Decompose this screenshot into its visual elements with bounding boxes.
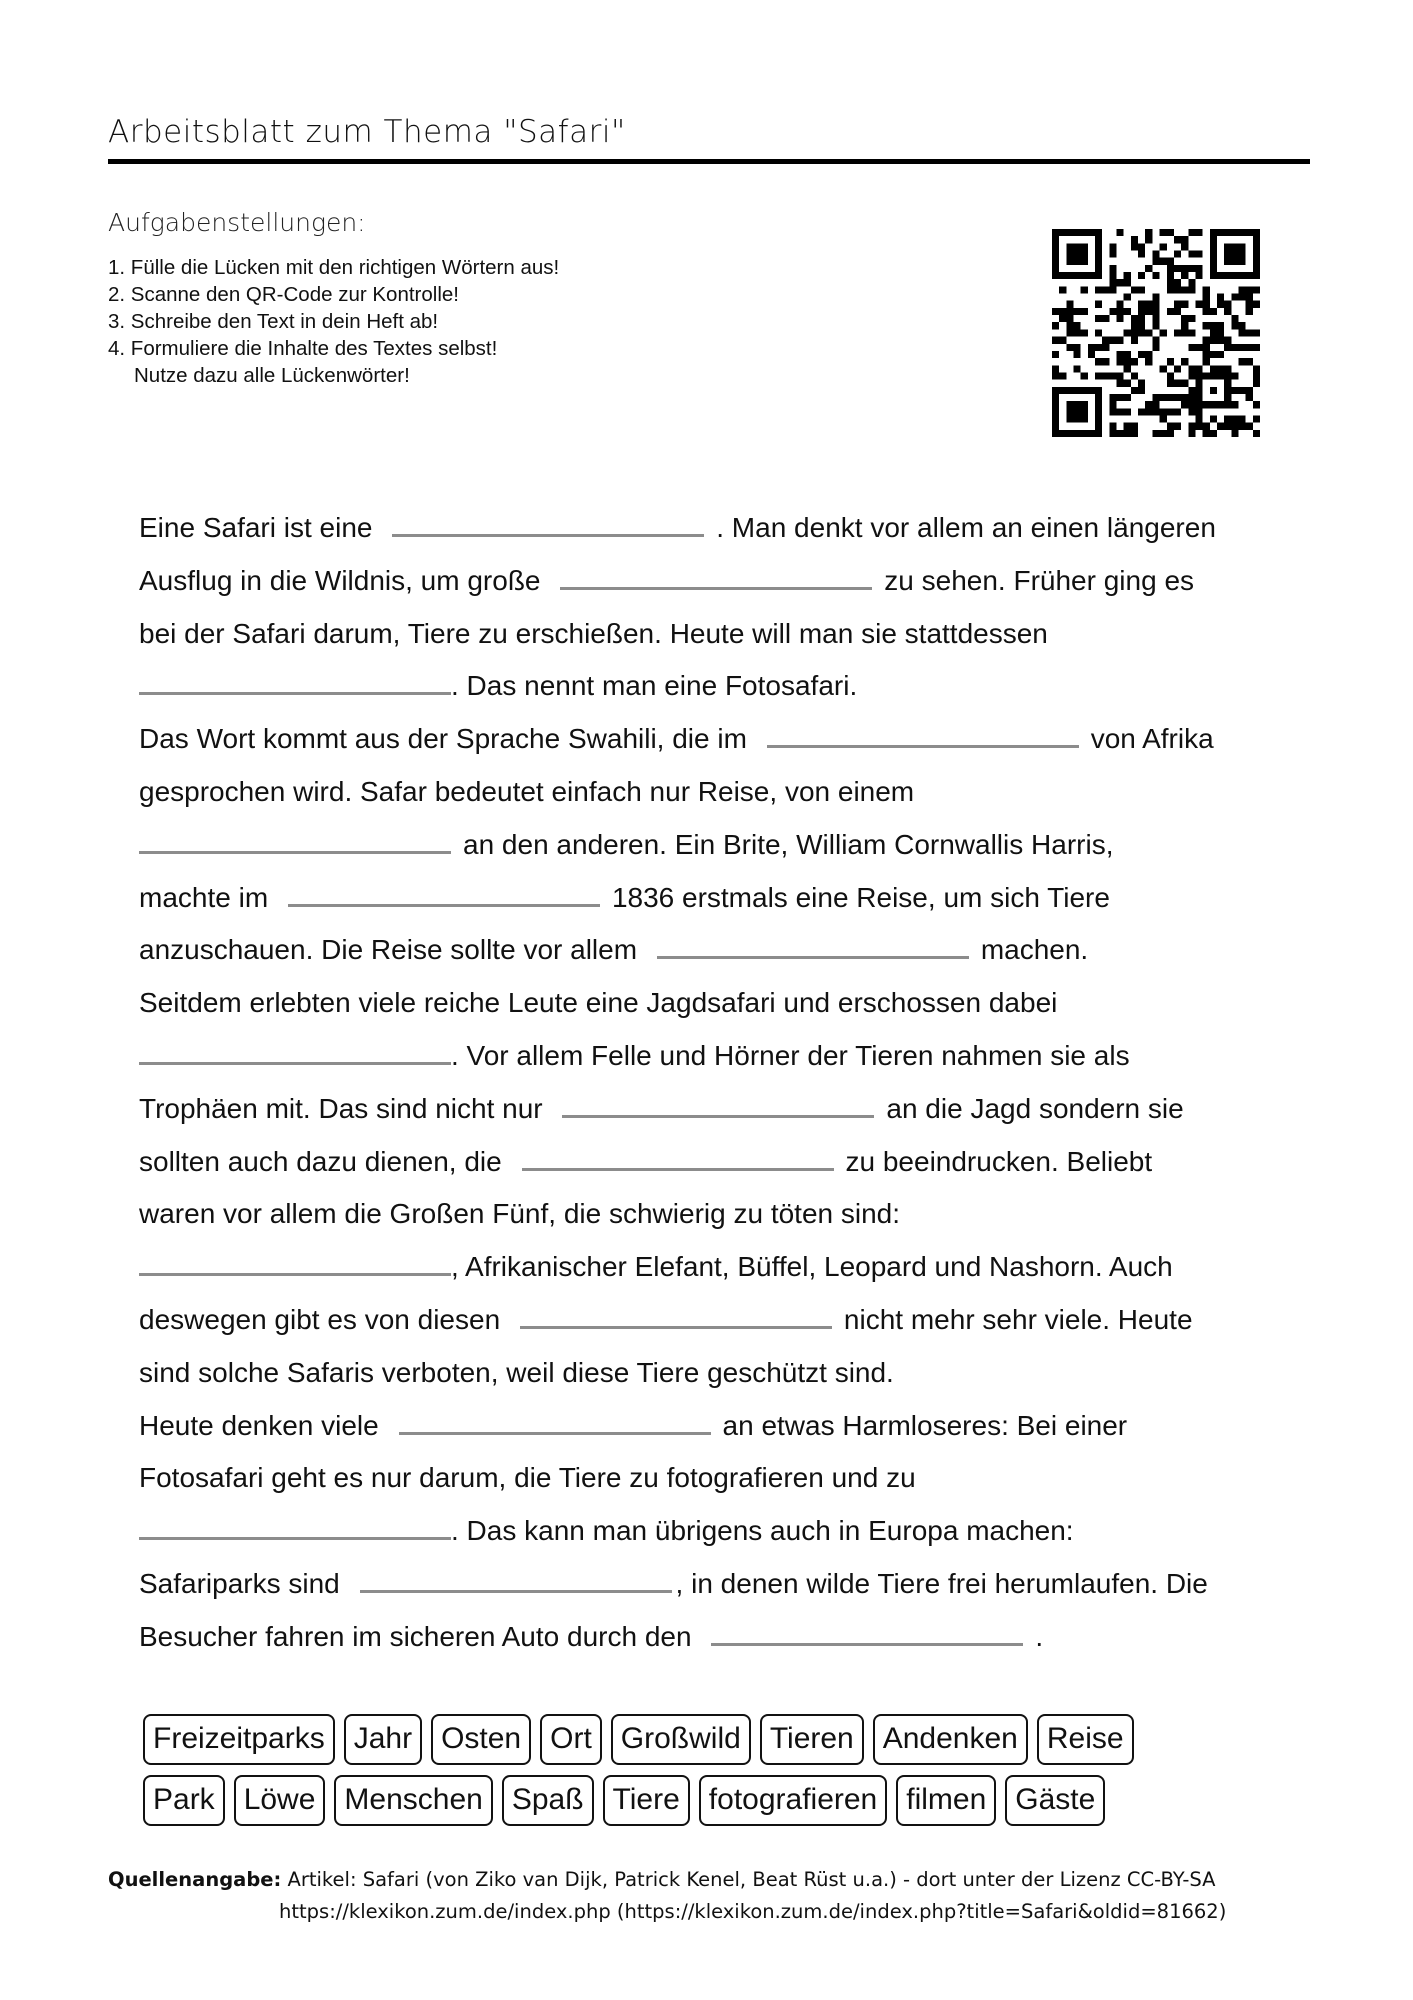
text-segment: bei der Safari darum, Tiere zu erschießen. Heute will man sie stattdessen — [139, 617, 1048, 649]
text-segment: Heute denken viele — [139, 1409, 387, 1441]
text-line — [139, 1188, 1289, 1241]
task-item: 3. Schreibe den Text in dein Heft ab! — [108, 310, 439, 333]
text-segment: zu sehen. Früher ging es — [884, 564, 1195, 596]
text-segment: . Man denkt vor allem an einen längeren — [716, 512, 1216, 543]
word-chip[interactable]: Ort — [540, 1714, 602, 1765]
text-segment: an die Jagd sondern sie — [886, 1092, 1184, 1124]
blank-field[interactable] — [767, 723, 1079, 748]
text-line — [139, 1136, 1289, 1189]
source-citation — [108, 1864, 1226, 1928]
text-line — [139, 1030, 1289, 1083]
text-line — [139, 1083, 1289, 1136]
text-segment: . Das nennt man eine Fotosafari. — [451, 670, 858, 702]
blank-field[interactable] — [399, 1410, 711, 1435]
word-chip[interactable]: Tiere — [603, 1775, 690, 1826]
word-chip[interactable]: filmen — [896, 1775, 996, 1826]
text-segment: . Das kann man übrigens auch in Europa machen: — [451, 1515, 1074, 1547]
text-line — [139, 1294, 1289, 1347]
word-chip[interactable]: Jahr — [344, 1714, 422, 1765]
page-title: Arbeitsblatt zum Thema "Safari" — [108, 114, 626, 150]
task-item: 4. Formuliere die Inhalte des Textes selbst! — [108, 337, 498, 360]
text-segment: machte im — [139, 881, 276, 913]
text-segment: , in denen wilde Tiere frei herumlaufen. Die — [675, 1567, 1208, 1599]
text-line — [139, 766, 1289, 819]
blank-field[interactable] — [522, 1146, 834, 1171]
word-chip[interactable]: Freizeitparks — [143, 1714, 335, 1765]
text-segment: gesprochen wird. Safar bedeutet einfach nur Reise, von einem — [139, 775, 915, 807]
title-divider — [108, 159, 1310, 164]
text-segment: Ausflug in die Wildnis, um große — [139, 564, 549, 596]
text-line — [139, 1400, 1289, 1453]
text-line — [139, 1347, 1289, 1400]
text-segment: Seitdem erlebten viele reiche Leute eine Jagdsafari und erschossen dabei — [139, 987, 1058, 1019]
text-line — [139, 1611, 1289, 1664]
word-chip[interactable]: Reise — [1037, 1714, 1134, 1765]
text-line — [139, 713, 1289, 766]
text-segment: anzuschauen. Die Reise sollte vor allem — [139, 934, 645, 966]
text-line — [139, 977, 1289, 1030]
text-line — [139, 502, 1289, 555]
text-line — [139, 660, 1289, 713]
word-chip[interactable]: Großwild — [611, 1714, 751, 1765]
text-segment: deswegen gibt es von diesen — [139, 1303, 508, 1335]
word-chip[interactable]: Löwe — [234, 1775, 326, 1826]
text-segment: an etwas Harmloseres: Bei einer — [722, 1409, 1128, 1441]
word-chip[interactable]: Spaß — [502, 1775, 594, 1826]
word-chip[interactable]: Menschen — [334, 1775, 492, 1826]
blank-field[interactable] — [562, 1093, 874, 1118]
text-segment: Fotosafari geht es nur darum, die Tiere zu fotografieren und zu — [139, 1462, 916, 1494]
text-segment: machen. — [980, 934, 1089, 966]
text-segment: von Afrika — [1090, 723, 1214, 755]
source-label: Quellenangabe: — [108, 1868, 282, 1891]
word-chip[interactable]: Gäste — [1005, 1775, 1105, 1826]
text-segment: sind solche Safaris verboten, weil diese Tiere geschützt sind. — [139, 1356, 894, 1388]
text-segment: an den anderen. Ein Brite, William Cornwallis Harris, — [463, 828, 1114, 860]
word-bank-row — [143, 1714, 1303, 1765]
text-segment: sollten auch dazu dienen, die — [139, 1145, 510, 1177]
blank-field[interactable] — [139, 670, 451, 695]
cloze-text — [139, 502, 1289, 1664]
text-line — [139, 1241, 1289, 1294]
blank-field[interactable] — [288, 882, 600, 907]
text-segment: . — [1035, 1620, 1044, 1652]
blank-field[interactable] — [139, 1515, 451, 1540]
word-chip[interactable]: fotografieren — [699, 1775, 887, 1826]
text-line — [139, 819, 1289, 872]
text-segment: . Vor allem Felle und Hörner der Tieren nahmen sie als — [451, 1039, 1130, 1071]
word-bank — [143, 1714, 1303, 1836]
text-line — [139, 608, 1289, 661]
word-bank-row — [143, 1775, 1303, 1826]
text-segment: zu beeindrucken. Beliebt — [845, 1145, 1153, 1177]
text-line — [139, 1558, 1289, 1611]
text-segment: waren vor allem die Großen Fünf, die schwierig zu töten sind: — [139, 1198, 901, 1230]
text-segment: Das Wort kommt aus der Sprache Swahili, die im — [139, 723, 755, 755]
text-segment: Besucher fahren im sicheren Auto durch den — [139, 1620, 700, 1652]
text-line — [139, 555, 1289, 608]
word-chip[interactable]: Tieren — [760, 1714, 864, 1765]
task-item: 2. Scanne den QR-Code zur Kontrolle! — [108, 283, 459, 306]
blank-field[interactable] — [560, 565, 872, 590]
tasks-heading: Aufgabenstellungen: — [108, 208, 366, 237]
blank-field[interactable] — [139, 829, 451, 854]
text-segment: Safariparks sind — [139, 1567, 348, 1599]
text-line — [139, 1452, 1289, 1505]
text-line — [139, 924, 1289, 977]
blank-field[interactable] — [139, 1251, 451, 1276]
blank-field[interactable] — [520, 1304, 832, 1329]
blank-field[interactable] — [360, 1568, 672, 1593]
text-segment: Trophäen mit. Das sind nicht nur — [139, 1092, 551, 1124]
text-segment: , Afrikanischer Elefant, Büffel, Leopard und Nashorn. Auch — [451, 1251, 1173, 1283]
word-chip[interactable]: Park — [143, 1775, 225, 1826]
blank-field[interactable] — [657, 934, 969, 959]
text-segment: 1836 erstmals eine Reise, um sich Tiere — [611, 881, 1110, 913]
source-url[interactable]: https://klexikon.zum.de/index.php (https://klexikon.zum.de/index.php?title=Safari&oldid=81662) — [279, 1900, 1227, 1923]
qr-code-icon[interactable] — [1052, 229, 1260, 437]
blank-field[interactable] — [711, 1621, 1023, 1646]
source-text: Artikel: Safari (von Ziko van Dijk, Patrick Kenel, Beat Rüst u.a.) - dort unter der Lizenz CC-BY-SA — [281, 1868, 1216, 1891]
text-segment: nicht mehr sehr viele. Heute — [843, 1303, 1193, 1335]
task-list — [108, 254, 559, 389]
task-item: 1. Fülle die Lücken mit den richtigen Wörtern aus! — [108, 256, 560, 279]
blank-field[interactable] — [392, 512, 704, 537]
word-chip[interactable]: Osten — [431, 1714, 531, 1765]
text-segment: Eine Safari ist eine — [139, 512, 381, 543]
text-line — [139, 872, 1289, 925]
text-line — [139, 1505, 1289, 1558]
task-item: Nutze dazu alle Lückenwörter! — [134, 364, 410, 387]
word-chip[interactable]: Andenken — [873, 1714, 1028, 1765]
blank-field[interactable] — [139, 1040, 451, 1065]
